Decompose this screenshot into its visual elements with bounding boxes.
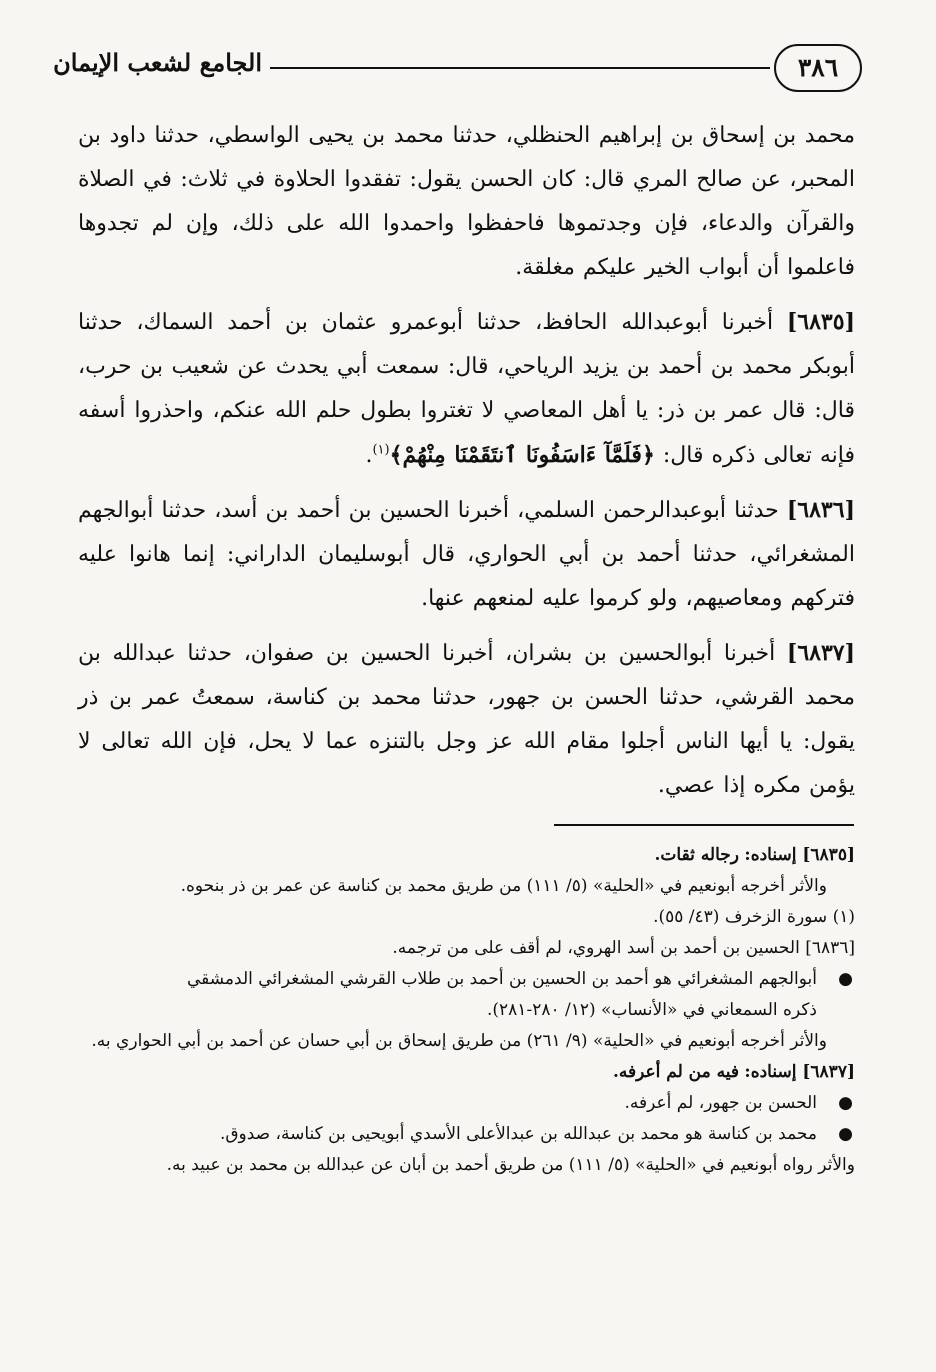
- footnote-ref: (١): [372, 442, 390, 458]
- footnote-6837-takhrij: والأثر رواه أبونعيم في «الحلية» (٥/ ١١١) من طريق أحمد بن أبان عن عبدالله بن محمد بن عبيد به.: [166, 1155, 855, 1175]
- quran-verse: ﴿فَلَمَّآ ءَاسَفُونَا ٱنتَقَمْنَا مِنْهُمْ﴾: [389, 442, 655, 468]
- page-header: [53, 38, 862, 96]
- footnote-6836-bullet: [82, 964, 855, 1026]
- paragraph-text: أخبرنا أبوعبدالله الحافظ، حدثنا أبوعمرو عثمان بن أحمد السماك، حدثنا أبوبكر محمد بن أحمد بن يزيد الرياحي، قال: سمعت أبي يحدث عن شعيب بن حرب، قال: قال عمر بن ذر: يا أهل المعاصي لا تغتروا بطول حلم الله عنكم، واحذروا أسفه فإنه تعالى ذكره قال:: [78, 310, 855, 468]
- bullet-icon: ●: [838, 1093, 853, 1113]
- hadith-number: [٦٨٣٦]: [786, 497, 855, 523]
- main-text: [78, 114, 855, 818]
- paragraph-6836: [78, 488, 855, 621]
- bullet-icon: ●: [838, 969, 853, 989]
- footnote-text: فيه من لم أعرفه.: [612, 1062, 740, 1082]
- footnote-6836-narrator: [٦٨٣٦] الحسين بن أحمد بن أسد الهروي، لم أقف على من ترجمه.: [392, 938, 855, 958]
- header-rule: [270, 67, 770, 69]
- footnotes: [82, 840, 855, 1181]
- page-number-badge: ٣٨٦: [774, 44, 862, 92]
- footnote-separator: [554, 824, 854, 826]
- hadith-number: [٦٨٣٥]: [786, 309, 855, 335]
- footnote-6837-bullet-1: [82, 1088, 855, 1119]
- footnote-6835-isnad: [82, 840, 855, 871]
- paragraph-text: أخبرنا أبوالحسين بن بشران، أخبرنا الحسين بن صفوان، حدثنا عبدالله بن محمد القرشي، حدثنا الحسن بن جهور، حدثنا محمد بن كناسة، سمعتُ عمر بن ذر يقول: يا أيها الناس أجلوا مقام الله عز وجل بالتنزه عما لا يحل، فإن الله تعالى لا يؤمن مكره إذا عصي.: [78, 641, 855, 798]
- footnote-6836-takhrij: والأثر أخرجه أبونعيم في «الحلية» (٩/ ٢٦١) من طريق إسحاق بن أبي حسان عن أحمد بن أبي الحواري به.: [91, 1031, 827, 1051]
- footnote-text: الحسن بن جهور، لم أعرفه.: [624, 1093, 817, 1113]
- book-title: الجامع لشعب الإيمان: [53, 48, 262, 77]
- paragraph-end: .: [365, 443, 373, 468]
- footnote-text: أبوالجهم المشغرائي هو أحمد بن الحسين بن أحمد بن طلاب القرشي المشغرائي الدمشقي: [187, 969, 817, 989]
- paragraph-text: حدثنا أبوعبدالرحمن السلمي، أخبرنا الحسين بن أحمد بن أسد، حدثنا أبوالجهم المشغرائي، حدثنا أحمد بن أبي الحواري، قال أبوسليمان الداراني: إنما هانوا عليه فتركهم ومعاصيهم، ولو كرموا عليه لمنعهم عنها.: [78, 498, 855, 611]
- hadith-number: [٦٨٣٧]: [786, 640, 855, 666]
- paragraph-6835: [78, 300, 855, 478]
- footnote-6837-isnad: [82, 1057, 855, 1088]
- footnote-6837-bullet-2: [82, 1119, 855, 1150]
- footnote-text: ذكره السمعاني في «الأنساب» (١٢/ ٢٨٠-٢٨١).: [487, 1000, 817, 1020]
- footnote-text: رجاله ثقات.: [654, 845, 740, 865]
- paragraph-6837: [78, 631, 855, 808]
- footnote-text: محمد بن كناسة هو محمد بن عبدالله بن عبدالأعلى الأسدي أبويحيى بن كناسة، صدوق.: [219, 1124, 817, 1144]
- footnote-label: [٦٨٣٧] إسناده:: [744, 1062, 855, 1082]
- footnote-6835-takhrij: والأثر أخرجه أبونعيم في «الحلية» (٥/ ١١١) من طريق محمد بن كناسة عن عمر بن ذر بنحوه.: [180, 876, 827, 896]
- footnote-label: [٦٨٣٥] إسناده:: [744, 845, 855, 865]
- paragraph-continuation: [78, 114, 855, 290]
- bullet-icon: ●: [838, 1124, 853, 1144]
- paragraph-text: محمد بن إسحاق بن إبراهيم الحنظلي، حدثنا محمد بن يحيى الواسطي، حدثنا داود بن المحبر، عن صالح المري قال: كان الحسن يقول: تفقدوا الحلاوة في ثلاث: في الصلاة والقرآن والدعاء، فإن وجدتموها فاحفظوا واحمدوا الله على ذلك، وإن لم تجدوها فاعلموا أن أبواب الخير عليكم مغلقة.: [78, 123, 855, 280]
- footnote-quran-ref: (١) سورة الزخرف (٤٣/ ٥٥).: [653, 907, 855, 927]
